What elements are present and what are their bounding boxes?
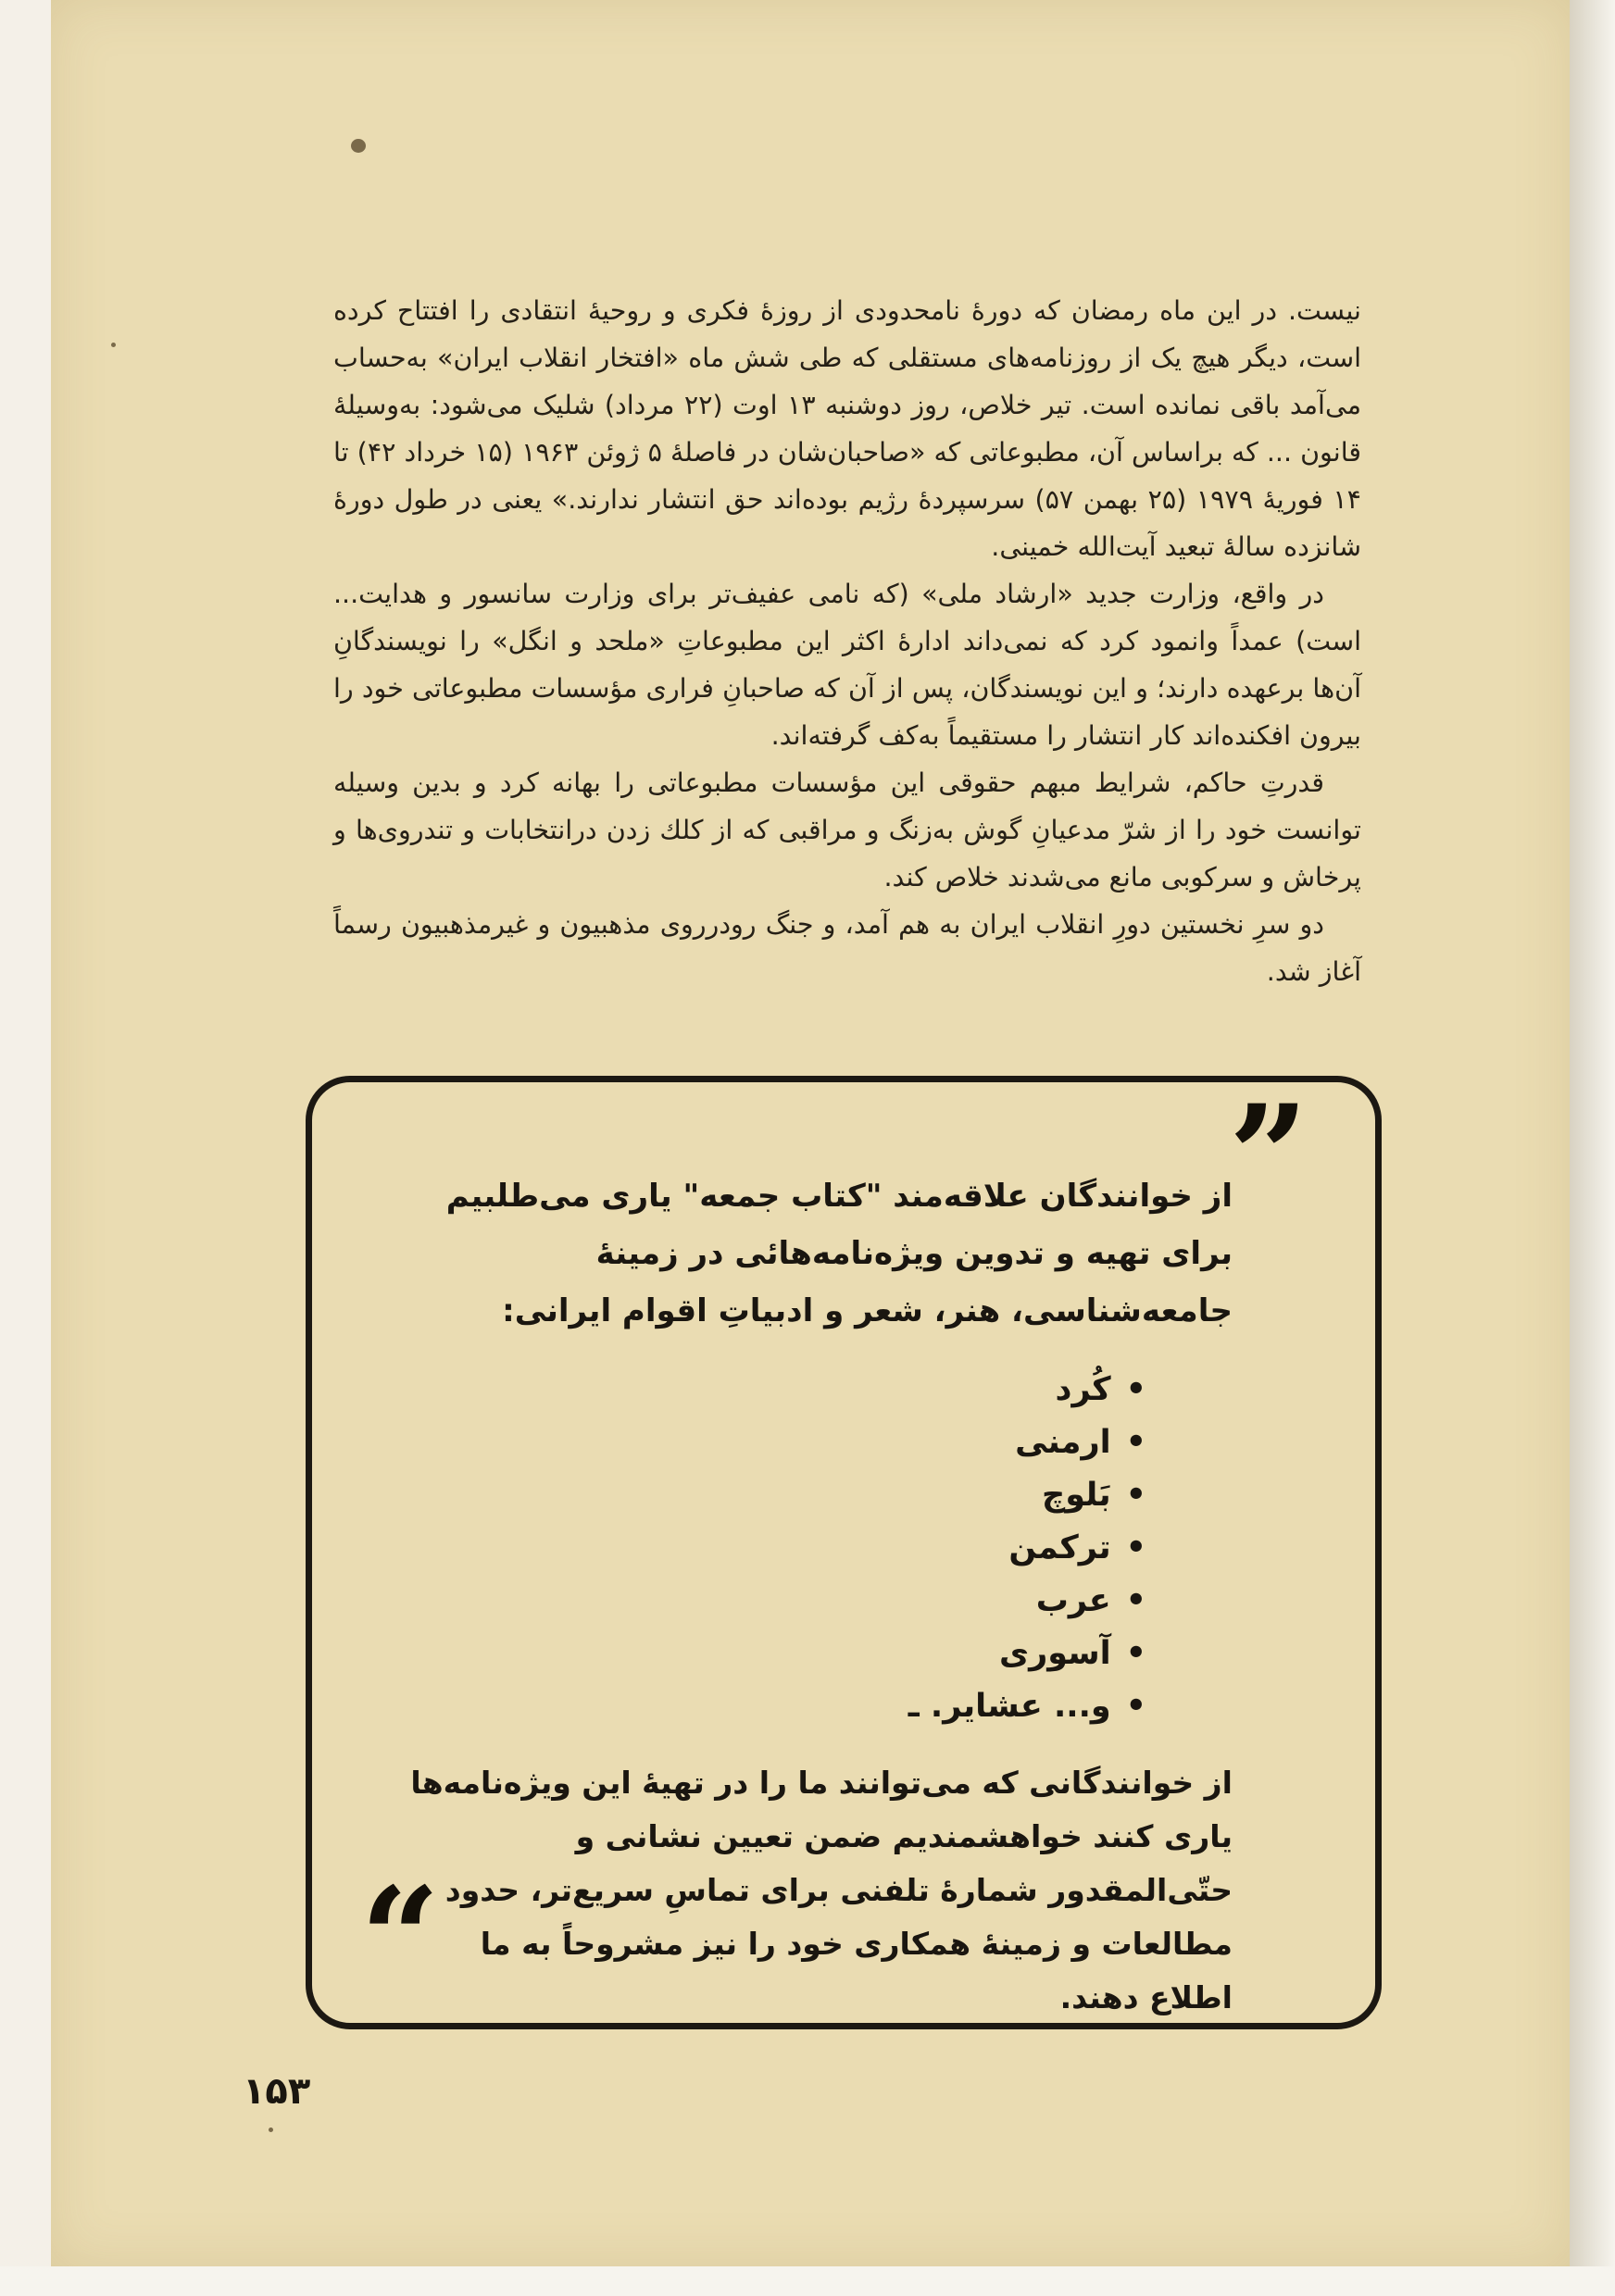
list-item <box>908 1469 1146 1522</box>
page-number: ۱۵۳ <box>243 2070 311 2113</box>
list-item <box>908 1680 1146 1733</box>
call-for-readers-box <box>306 1076 1382 2029</box>
bullet: • <box>1125 1582 1146 1619</box>
bullet: • <box>1125 1688 1146 1725</box>
list-item <box>908 1416 1146 1469</box>
article-paragraph: قدرتِ حاکم، شرایط مبهم حقوقی این مؤسسات مطبوعاتی را بهانه کرد و بدین وسیله توانست خود را از شرّ مدعیانِ گوش به‌زنگ و مراقبی که از کلك زدن درانتخابات و تندروی‌ها و پرخاش و سرکوبی مانع می‌شدند خلاص کند. <box>333 767 1361 892</box>
article-body <box>333 287 1361 995</box>
ink-spot <box>269 2128 273 2132</box>
ink-spot <box>111 343 116 347</box>
bullet: • <box>1125 1424 1146 1461</box>
bullet: • <box>1125 1635 1146 1672</box>
list-item-label: ترکمن <box>1008 1529 1111 1566</box>
article-paragraph: نیست. در این ماه رمضان که دورهٔ نامحدودی از روزهٔ فکری و روحیهٔ انتقادی را افتتاح کرده است، دیگر هیچ یک از روزنامه‌های مستقلی که طی شش ماه «افتخار انقلاب ایران» به‌حساب می‌آمد باقی نمانده است. تیر خلاص، روز دوشنبه ۱۳ اوت (۲۲ مرداد) شلیک می‌شود: به‌وسیلهٔ قانون ... که براساس آن، مطبوعاتی که «صاحبان‌شان در فاصلهٔ ۵ ژوئن ۱۹۶۳ (۱۵ خرداد ۴۲) تا ۱۴ فوریهٔ ۱۹۷۹ (۲۵ بهمن ۵۷) سرسپردهٔ رژیم بوده‌اند حق انتشار ندارند.» یعنی در طول دورهٔ شانزده سالهٔ تبعید آیت‌الله خمینی. <box>333 295 1362 562</box>
bullet: • <box>1125 1371 1146 1408</box>
list-item <box>908 1575 1146 1628</box>
scan-edge-right <box>1570 0 1615 2296</box>
list-item-label: و... عشایر. ـ <box>908 1688 1111 1725</box>
list-item-label: عرب <box>1035 1582 1111 1619</box>
list-item-label: آسوری <box>999 1635 1111 1672</box>
article-paragraph: دو سرِ نخستین دورِ انقلاب ایران به هم آمد، و جنگ رودرروی مذهبیون و غیرمذهبیون رسماً آغاز شد. <box>333 909 1361 987</box>
bullet: • <box>1125 1529 1146 1566</box>
call-intro: از خوانندگان علاقه‌مند "کتاب جمعه" یاری می‌طلبیم برای تهیه و تدوین ویژه‌نامه‌هائی در زمینهٔ جامعه‌شناسی، هنر، شعر و ادبیاتِ اقوام ایرانی: <box>445 1178 1233 1329</box>
ink-spot <box>351 139 366 153</box>
list-item-label: کُرد <box>1055 1371 1111 1408</box>
bullet: • <box>1125 1477 1146 1514</box>
list-item-label: بَلوچ <box>1042 1477 1111 1514</box>
call-closing: از خوانندگانی که می‌توانند ما را در تهیهٔ این ویژه‌نامه‌ها یاری کنند خواهشمندیم ضمن تعیین نشانی و حتّی‌المقدور شمارهٔ تلفنی برای تماسِ سریع‌تر، حدود مطالعات و زمینهٔ همکاری خود را نیز مشروحاً به ما اطلاع دهند. <box>410 1765 1233 2015</box>
list-item <box>908 1522 1146 1575</box>
opening-quote-mark: ” <box>1228 1075 1308 1238</box>
article-paragraph: در واقع، وزارت جدید «ارشاد ملی» (که نامی عفیف‌تر برای وزارت سانسور و هدایت... است) عمداً وانمود کرد که نمی‌داند ادارهٔ اکثر این مطبوعاتِ «ملحد و انگل» را نویسندگانِ آن‌ها برعهده دارند؛ و این نویسندگان، پس از آن که صاحبانِ فراری مؤسسات مطبوعاتی خود را بیرون افکنده‌اند کار انتشار را مستقیماً به‌کف گرفته‌اند. <box>333 579 1361 751</box>
scan-edge-bottom <box>0 2266 1615 2296</box>
ethnic-groups-list <box>908 1364 1146 1733</box>
list-item-label: ارمنی <box>1015 1424 1111 1461</box>
list-item <box>908 1364 1146 1416</box>
closing-quote-mark: “ <box>360 1857 441 2020</box>
list-item <box>908 1628 1146 1680</box>
